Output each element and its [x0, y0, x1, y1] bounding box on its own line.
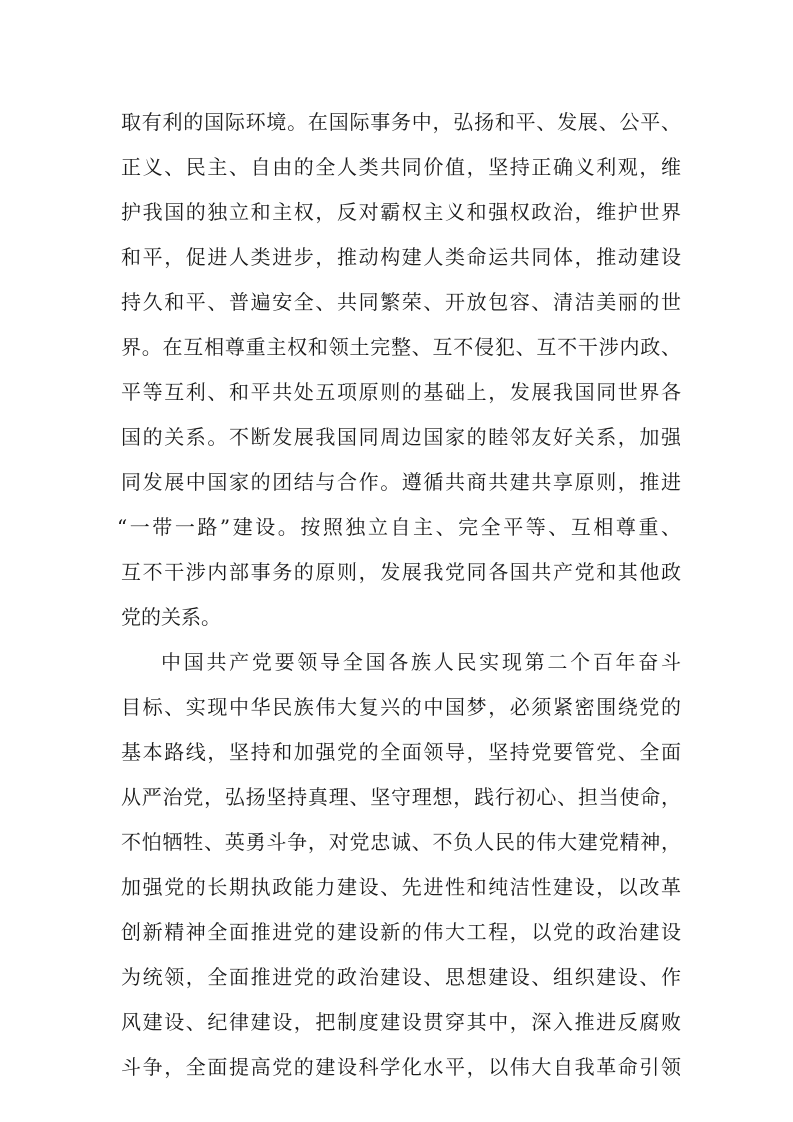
text-line: 创新精神全面推进党的建设新的伟大工程，以党的政治建设	[121, 920, 681, 944]
text-line: 不怕牺牲、英勇斗争，对党忠诚、不负人民的伟大建党精神，	[121, 830, 681, 854]
text-line: 互不干涉内部事务的原则，发展我党同各国共产党和其他政	[121, 560, 681, 584]
text-line: 持久和平、普遍安全、共同繁荣、开放包容、清洁美丽的世	[121, 290, 681, 314]
text-line: 正义、民主、自由的全人类共同价值，坚持正确义利观，维	[121, 155, 681, 179]
text-line: 中国共产党要领导全国各族人民实现第二个百年奋斗	[161, 650, 681, 674]
document-body	[117, 100, 681, 1090]
text-line: 为统领，全面推进党的政治建设、思想建设、组织建设、作	[121, 965, 681, 989]
text-line: 平等互利、和平共处五项原则的基础上，发展我国同世界各	[121, 380, 681, 404]
text-line: 界。在互相尊重主权和领土完整、互不侵犯、互不干涉内政、	[121, 335, 681, 359]
text-line: 加强党的长期执政能力建设、先进性和纯洁性建设，以改革	[121, 875, 681, 899]
text-line: 国的关系。不断发展我国同周边国家的睦邻友好关系，加强	[121, 425, 681, 449]
text-line: 斗争，全面提高党的建设科学化水平，以伟大自我革命引领	[121, 1055, 681, 1079]
paragraph-2	[121, 640, 681, 1090]
text-line: 护我国的独立和主权，反对霸权主义和强权政治，维护世界	[121, 200, 681, 224]
text-line: 同发展中国家的团结与合作。遵循共商共建共享原则，推进	[121, 470, 681, 494]
text-line: 党的关系。	[121, 605, 221, 629]
text-line: 和平，促进人类进步，推动构建人类命运共同体，推动建设	[121, 245, 681, 269]
paragraph-1	[117, 100, 681, 640]
text-line: 取有利的国际环境。在国际事务中，弘扬和平、发展、公平、	[121, 110, 681, 134]
text-line: 目标、实现中华民族伟大复兴的中国梦，必须紧密围绕党的	[121, 695, 681, 719]
text-line: 从严治党，弘扬坚持真理、坚守理想，践行初心、担当使命，	[121, 785, 681, 809]
text-line: 风建设、纪律建设，把制度建设贯穿其中，深入推进反腐败	[121, 1010, 681, 1034]
text-line: “一带一路”建设。按照独立自主、完全平等、互相尊重、	[117, 515, 681, 539]
text-line: 基本路线，坚持和加强党的全面领导，坚持党要管党、全面	[121, 740, 681, 764]
